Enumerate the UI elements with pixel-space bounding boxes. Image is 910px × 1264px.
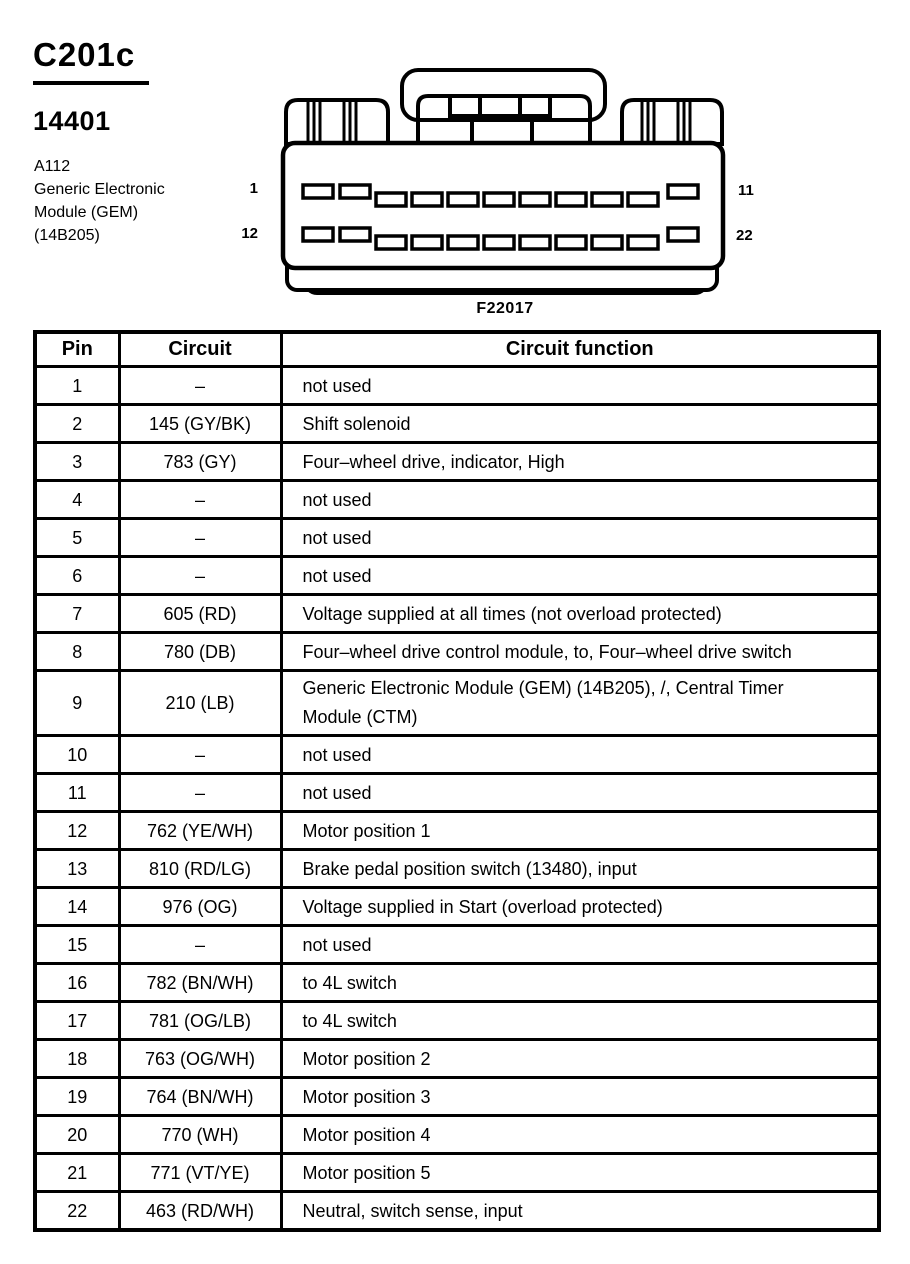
function-cell: not used (281, 519, 879, 557)
table-row (35, 850, 879, 888)
pin-cell: 9 (35, 671, 119, 736)
table-row (35, 405, 879, 443)
function-cell: Brake pedal position switch (13480), input (281, 850, 879, 888)
circuit-cell: – (119, 557, 281, 595)
pin-cell: 21 (35, 1154, 119, 1192)
pin-cell: 8 (35, 633, 119, 671)
pin-cell: 5 (35, 519, 119, 557)
circuit-cell: 810 (RD/LG) (119, 850, 281, 888)
pin-cell: 22 (35, 1192, 119, 1231)
circuit-cell: 463 (RD/WH) (119, 1192, 281, 1231)
function-cell: Generic Electronic Module (GEM) (14B205), /, Central Timer Module (CTM) (281, 671, 879, 736)
table-row (35, 519, 879, 557)
circuit-cell: 780 (DB) (119, 633, 281, 671)
pin-cell: 3 (35, 443, 119, 481)
circuit-cell: – (119, 519, 281, 557)
pin-number-top-right: 11 (738, 182, 754, 199)
ridge-block-left (286, 100, 388, 144)
table-row (35, 443, 879, 481)
function-cell: not used (281, 774, 879, 812)
header-pin: Pin (35, 332, 119, 367)
component-line-part: (14B205) (34, 227, 100, 244)
table-row (35, 557, 879, 595)
function-cell: Neutral, switch sense, input (281, 1192, 879, 1231)
circuit-cell: 145 (GY/BK) (119, 405, 281, 443)
circuit-cell: 976 (OG) (119, 888, 281, 926)
function-cell: Motor position 2 (281, 1040, 879, 1078)
table-row (35, 812, 879, 850)
component-line-name2: Module (GEM) (34, 204, 139, 221)
table-row (35, 888, 879, 926)
circuit-cell: 783 (GY) (119, 443, 281, 481)
pin-cell: 14 (35, 888, 119, 926)
table-row (35, 774, 879, 812)
function-cell: Motor position 5 (281, 1154, 879, 1192)
function-cell: Motor position 1 (281, 812, 879, 850)
function-cell: Four–wheel drive, indicator, High (281, 443, 879, 481)
function-cell: to 4L switch (281, 964, 879, 1002)
pin-number-top-left: 1 (249, 180, 258, 197)
pin-cell: 12 (35, 812, 119, 850)
pin-cell: 11 (35, 774, 119, 812)
pin-cell: 2 (35, 405, 119, 443)
function-cell: Shift solenoid (281, 405, 879, 443)
function-cell: Four–wheel drive control module, to, Four–wheel drive switch (281, 633, 879, 671)
table-row (35, 481, 879, 519)
pin-cell: 20 (35, 1116, 119, 1154)
header-circuit-function: Circuit function (281, 332, 879, 367)
circuit-cell: 781 (OG/LB) (119, 1002, 281, 1040)
pin-cell: 13 (35, 850, 119, 888)
table-row (35, 1078, 879, 1116)
circuit-cell: 770 (WH) (119, 1116, 281, 1154)
table-row (35, 1040, 879, 1078)
table-row (35, 1002, 879, 1040)
pin-cell: 1 (35, 367, 119, 405)
pin-cell: 17 (35, 1002, 119, 1040)
connector-diagram (270, 60, 740, 300)
function-cell: to 4L switch (281, 1002, 879, 1040)
pin-cell: 18 (35, 1040, 119, 1078)
table-row (35, 671, 879, 736)
component-label (34, 155, 165, 247)
figure-number-caption: F22017 (476, 300, 534, 317)
circuit-cell: – (119, 926, 281, 964)
function-cell: not used (281, 557, 879, 595)
circuit-cell: 771 (VT/YE) (119, 1154, 281, 1192)
function-cell: Voltage supplied in Start (overload protected) (281, 888, 879, 926)
table-row (35, 1154, 879, 1192)
table-row (35, 736, 879, 774)
function-cell: not used (281, 481, 879, 519)
function-cell: Motor position 3 (281, 1078, 879, 1116)
pin-cell: 4 (35, 481, 119, 519)
connector-id-title: C201c (33, 36, 149, 85)
function-cell: Voltage supplied at all times (not overload protected) (281, 595, 879, 633)
function-cell: not used (281, 736, 879, 774)
circuit-cell: – (119, 774, 281, 812)
pin-table (33, 330, 881, 1232)
table-row (35, 595, 879, 633)
circuit-cell: 764 (BN/WH) (119, 1078, 281, 1116)
table-row (35, 1116, 879, 1154)
pin-cell: 10 (35, 736, 119, 774)
circuit-cell: – (119, 367, 281, 405)
pin-cell: 16 (35, 964, 119, 1002)
ridge-block-right (622, 100, 722, 144)
table-header-row (35, 332, 879, 367)
component-line-name1: Generic Electronic (34, 181, 165, 198)
table-row (35, 1192, 879, 1231)
header-circuit: Circuit (119, 332, 281, 367)
function-cell: not used (281, 367, 879, 405)
function-cell: Motor position 4 (281, 1116, 879, 1154)
pin-cell: 6 (35, 557, 119, 595)
circuit-cell: 763 (OG/WH) (119, 1040, 281, 1078)
pin-cell: 7 (35, 595, 119, 633)
latch-tab (402, 70, 605, 144)
pin-cell: 15 (35, 926, 119, 964)
table-row (35, 367, 879, 405)
component-line-code: A112 (34, 158, 71, 175)
part-number: 14401 (33, 106, 111, 136)
table-row (35, 633, 879, 671)
pin-number-bottom-right: 22 (736, 227, 753, 244)
pin-number-bottom-left: 12 (241, 225, 258, 242)
pin-cell: 19 (35, 1078, 119, 1116)
table-row (35, 964, 879, 1002)
circuit-cell: 210 (LB) (119, 671, 281, 736)
circuit-cell: – (119, 481, 281, 519)
table-row (35, 926, 879, 964)
function-cell: not used (281, 926, 879, 964)
circuit-cell: 782 (BN/WH) (119, 964, 281, 1002)
circuit-cell: – (119, 736, 281, 774)
circuit-cell: 762 (YE/WH) (119, 812, 281, 850)
circuit-cell: 605 (RD) (119, 595, 281, 633)
